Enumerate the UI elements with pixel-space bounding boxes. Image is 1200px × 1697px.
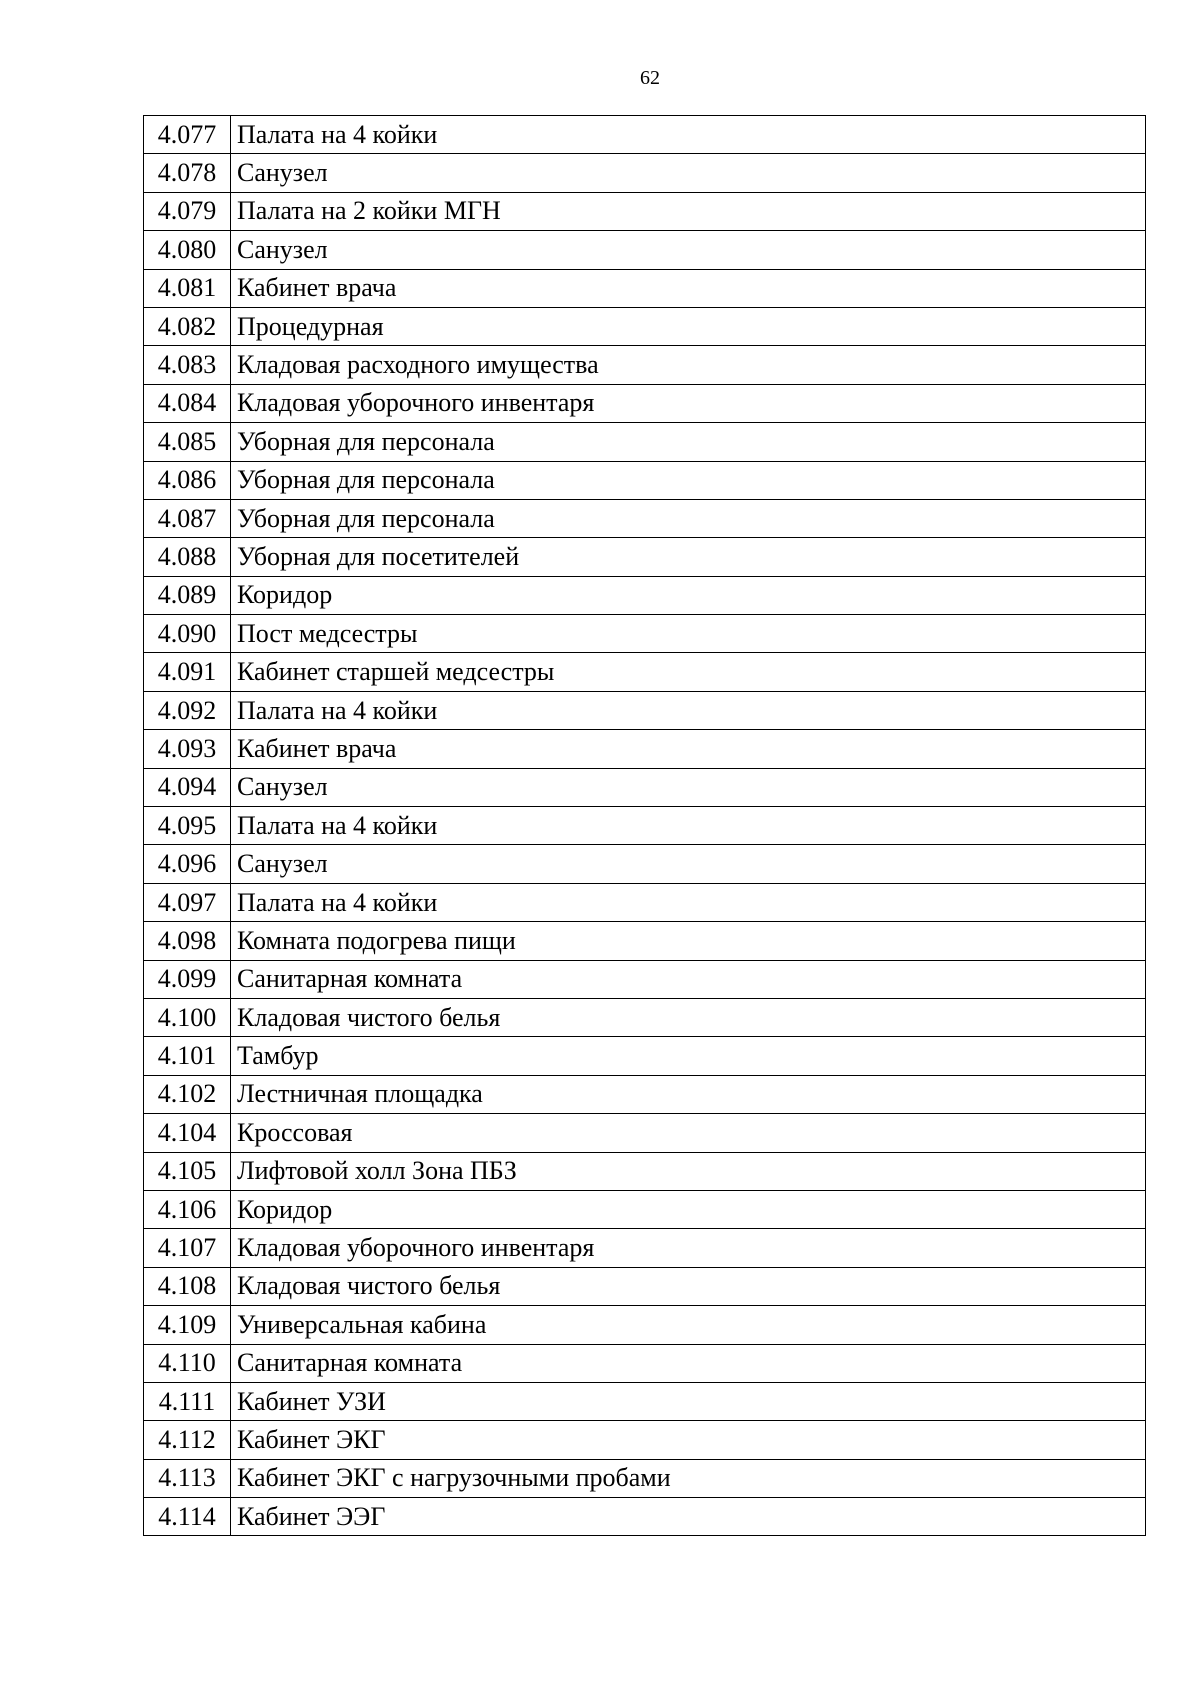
table-row	[144, 768, 1146, 806]
room-code-cell: 4.081	[144, 269, 231, 307]
room-name-cell: Кроссовая	[231, 1114, 1146, 1152]
room-code-cell: 4.088	[144, 538, 231, 576]
room-code-cell: 4.086	[144, 461, 231, 499]
room-name-cell: Лифтовой холл Зона ПБЗ	[231, 1152, 1146, 1190]
room-name-cell: Санузел	[231, 231, 1146, 269]
room-code-cell: 4.080	[144, 231, 231, 269]
room-name-cell: Санузел	[231, 845, 1146, 883]
room-name-cell: Уборная для персонала	[231, 499, 1146, 537]
room-name-cell: Кладовая уборочного инвентаря	[231, 1229, 1146, 1267]
room-name-cell: Кабинет ЭКГ с нагрузочными пробами	[231, 1459, 1146, 1497]
room-code-cell: 4.082	[144, 307, 231, 345]
room-code-cell: 4.099	[144, 960, 231, 998]
table-row	[144, 1459, 1146, 1497]
room-code-cell: 4.079	[144, 192, 231, 230]
room-code-cell: 4.101	[144, 1037, 231, 1075]
room-code-cell: 4.100	[144, 998, 231, 1036]
table-row	[144, 269, 1146, 307]
room-name-cell: Кладовая чистого белья	[231, 1267, 1146, 1305]
room-name-cell: Кабинет ЭЭГ	[231, 1498, 1146, 1536]
table-row	[144, 1114, 1146, 1152]
room-name-cell: Кабинет врача	[231, 730, 1146, 768]
room-code-cell: 4.087	[144, 499, 231, 537]
room-name-cell: Лестничная площадка	[231, 1075, 1146, 1113]
room-name-cell: Кабинет ЭКГ	[231, 1421, 1146, 1459]
room-name-cell: Палата на 4 койки	[231, 883, 1146, 921]
room-code-cell: 4.104	[144, 1114, 231, 1152]
table-row	[144, 1382, 1146, 1420]
table-row	[144, 384, 1146, 422]
table-row	[144, 192, 1146, 230]
room-code-cell: 4.084	[144, 384, 231, 422]
room-code-cell: 4.106	[144, 1190, 231, 1228]
room-code-cell: 4.109	[144, 1306, 231, 1344]
room-name-cell: Коридор	[231, 576, 1146, 614]
room-code-cell: 4.098	[144, 922, 231, 960]
table-row	[144, 615, 1146, 653]
table-row	[144, 1421, 1146, 1459]
room-name-cell: Тамбур	[231, 1037, 1146, 1075]
room-code-cell: 4.090	[144, 615, 231, 653]
room-code-cell: 4.077	[144, 116, 231, 154]
table-row	[144, 1267, 1146, 1305]
room-code-cell: 4.085	[144, 423, 231, 461]
table-row	[144, 154, 1146, 192]
table-row	[144, 883, 1146, 921]
table-row	[144, 730, 1146, 768]
room-name-cell: Универсальная кабина	[231, 1306, 1146, 1344]
room-name-cell: Палата на 4 койки	[231, 807, 1146, 845]
room-code-cell: 4.105	[144, 1152, 231, 1190]
rooms-table-body	[144, 116, 1146, 1536]
table-row	[144, 922, 1146, 960]
room-code-cell: 4.091	[144, 653, 231, 691]
page-number: 62	[640, 67, 660, 89]
room-code-cell: 4.078	[144, 154, 231, 192]
table-row	[144, 461, 1146, 499]
table-row	[144, 653, 1146, 691]
room-name-cell: Санузел	[231, 768, 1146, 806]
room-code-cell: 4.092	[144, 691, 231, 729]
table-row	[144, 499, 1146, 537]
room-code-cell: 4.094	[144, 768, 231, 806]
table-row	[144, 1306, 1146, 1344]
room-code-cell: 4.095	[144, 807, 231, 845]
room-name-cell: Кладовая расходного имущества	[231, 346, 1146, 384]
table-row	[144, 1344, 1146, 1382]
room-code-cell: 4.089	[144, 576, 231, 614]
room-code-cell: 4.114	[144, 1498, 231, 1536]
room-name-cell: Санузел	[231, 154, 1146, 192]
room-name-cell: Палата на 2 койки МГН	[231, 192, 1146, 230]
rooms-table	[143, 115, 1146, 1536]
table-row	[144, 1498, 1146, 1536]
table-row	[144, 538, 1146, 576]
room-code-cell: 4.096	[144, 845, 231, 883]
room-name-cell: Палата на 4 койки	[231, 116, 1146, 154]
room-name-cell: Уборная для посетителей	[231, 538, 1146, 576]
table-row	[144, 807, 1146, 845]
room-code-cell: 4.083	[144, 346, 231, 384]
table-row	[144, 423, 1146, 461]
room-name-cell: Уборная для персонала	[231, 423, 1146, 461]
table-row	[144, 845, 1146, 883]
room-code-cell: 4.110	[144, 1344, 231, 1382]
table-row	[144, 116, 1146, 154]
room-code-cell: 4.108	[144, 1267, 231, 1305]
table-row	[144, 691, 1146, 729]
table-row	[144, 1037, 1146, 1075]
table-row	[144, 960, 1146, 998]
room-name-cell: Процедурная	[231, 307, 1146, 345]
room-code-cell: 4.112	[144, 1421, 231, 1459]
table-row	[144, 307, 1146, 345]
table-row	[144, 346, 1146, 384]
room-code-cell: 4.107	[144, 1229, 231, 1267]
room-name-cell: Комната подогрева пищи	[231, 922, 1146, 960]
room-code-cell: 4.111	[144, 1382, 231, 1420]
room-name-cell: Санитарная комната	[231, 1344, 1146, 1382]
table-row	[144, 998, 1146, 1036]
room-name-cell: Коридор	[231, 1190, 1146, 1228]
table-row	[144, 231, 1146, 269]
room-code-cell: 4.093	[144, 730, 231, 768]
table-row	[144, 1075, 1146, 1113]
table-row	[144, 1229, 1146, 1267]
table-row	[144, 1152, 1146, 1190]
room-code-cell: 4.097	[144, 883, 231, 921]
room-code-cell: 4.102	[144, 1075, 231, 1113]
room-name-cell: Палата на 4 койки	[231, 691, 1146, 729]
room-name-cell: Уборная для персонала	[231, 461, 1146, 499]
table-row	[144, 1190, 1146, 1228]
room-name-cell: Кабинет старшей медсестры	[231, 653, 1146, 691]
room-code-cell: 4.113	[144, 1459, 231, 1497]
room-name-cell: Кабинет врача	[231, 269, 1146, 307]
room-name-cell: Кладовая чистого белья	[231, 998, 1146, 1036]
room-name-cell: Кабинет УЗИ	[231, 1382, 1146, 1420]
room-name-cell: Санитарная комната	[231, 960, 1146, 998]
room-name-cell: Пост медсестры	[231, 615, 1146, 653]
room-name-cell: Кладовая уборочного инвентаря	[231, 384, 1146, 422]
table-row	[144, 576, 1146, 614]
